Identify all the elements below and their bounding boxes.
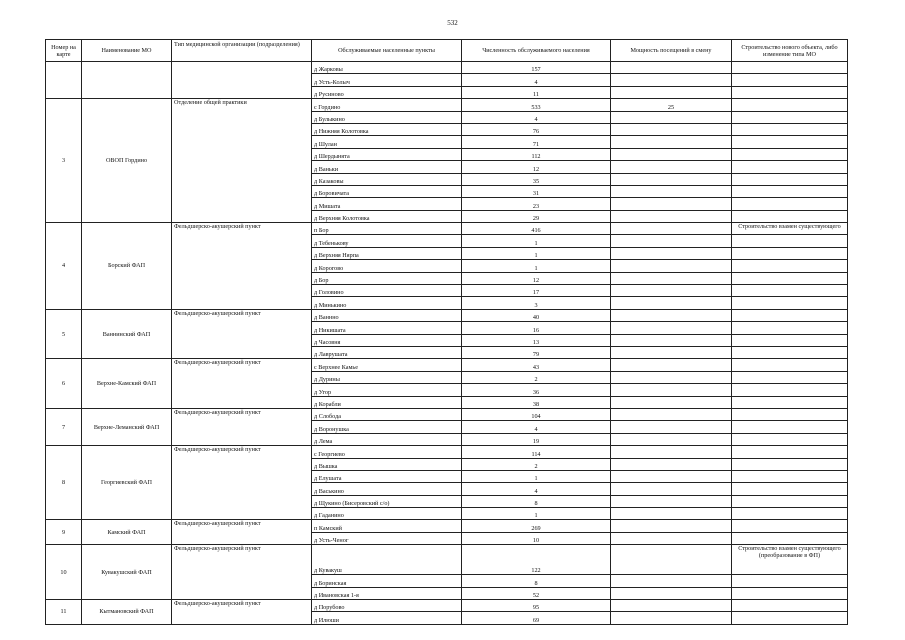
capacity-cell xyxy=(611,297,732,309)
map-number-cell: 8 xyxy=(46,446,82,520)
place-cell: д Корабли xyxy=(312,396,462,408)
place-cell: д Головино xyxy=(312,285,462,297)
construction-cell xyxy=(732,520,848,532)
map-number-cell: 5 xyxy=(46,309,82,359)
construction-cell xyxy=(732,532,848,544)
map-number-cell: 6 xyxy=(46,359,82,409)
construction-cell xyxy=(732,408,848,420)
population-cell: 2 xyxy=(462,458,611,470)
capacity-cell xyxy=(611,111,732,123)
page-number: 532 xyxy=(447,19,458,27)
place-cell: д Гаданино xyxy=(312,508,462,520)
capacity-cell xyxy=(611,272,732,284)
table-row xyxy=(46,600,848,612)
construction-cell xyxy=(732,322,848,334)
population-cell: 69 xyxy=(462,612,611,624)
population-cell: 1 xyxy=(462,235,611,247)
capacity-cell xyxy=(611,396,732,408)
table-row xyxy=(46,223,848,235)
table-row xyxy=(46,309,848,321)
population-cell: 1 xyxy=(462,508,611,520)
capacity-cell xyxy=(611,210,732,222)
population-cell: 95 xyxy=(462,600,611,612)
construction-cell xyxy=(732,260,848,272)
construction-cell xyxy=(732,446,848,458)
capacity-cell xyxy=(611,587,732,599)
capacity-cell xyxy=(611,346,732,358)
org-type-cell: Фельдшерско-акушерский пункт xyxy=(172,446,312,520)
mo-name-cell: Ваннинский ФАП xyxy=(82,309,172,359)
construction-cell xyxy=(732,235,848,247)
place-cell: д Верхняя Колотовка xyxy=(312,210,462,222)
org-type-cell: Фельдшерско-акушерский пункт xyxy=(172,600,312,625)
place-cell: д Часовня xyxy=(312,334,462,346)
header-org-type: Тип медицинской организации (подразделения) xyxy=(172,40,312,62)
facilities-table xyxy=(45,39,848,625)
population-cell: 38 xyxy=(462,396,611,408)
place-cell: д Елушата xyxy=(312,470,462,482)
construction-cell xyxy=(732,495,848,507)
construction-cell xyxy=(732,433,848,445)
construction-cell xyxy=(732,161,848,173)
capacity-cell xyxy=(611,285,732,297)
construction-cell xyxy=(732,309,848,321)
construction-cell xyxy=(732,136,848,148)
capacity-cell xyxy=(611,185,732,197)
construction-cell xyxy=(732,62,848,74)
population-cell: 1 xyxy=(462,470,611,482)
population-cell: 157 xyxy=(462,62,611,74)
place-cell: д Бор xyxy=(312,272,462,284)
capacity-cell xyxy=(611,74,732,86)
population-cell: 36 xyxy=(462,384,611,396)
capacity-cell xyxy=(611,600,732,612)
construction-cell xyxy=(732,421,848,433)
mo-name-cell: Борский ФАП xyxy=(82,223,172,310)
org-type-cell: Отделение общей практики xyxy=(172,99,312,223)
construction-cell xyxy=(732,86,848,98)
construction-cell: Строительство взамен существующего (преобразование в ФП) xyxy=(732,545,848,575)
map-number-cell: 4 xyxy=(46,223,82,310)
population-cell: 12 xyxy=(462,272,611,284)
construction-cell xyxy=(732,371,848,383)
place-cell: д Шулан xyxy=(312,136,462,148)
mo-name-cell: Георгиевский ФАП xyxy=(82,446,172,520)
construction-cell xyxy=(732,210,848,222)
capacity-cell: 25 xyxy=(611,99,732,111)
population-cell: 8 xyxy=(462,495,611,507)
population-cell: 43 xyxy=(462,359,611,371)
population-cell: 269 xyxy=(462,520,611,532)
capacity-cell xyxy=(611,612,732,624)
population-cell: 29 xyxy=(462,210,611,222)
place-cell: д Воронушка xyxy=(312,421,462,433)
place-cell: д Лаврушата xyxy=(312,346,462,358)
capacity-cell xyxy=(611,458,732,470)
place-cell: д Слобода xyxy=(312,408,462,420)
population-cell: 11 xyxy=(462,86,611,98)
population-cell: 1 xyxy=(462,260,611,272)
population-cell: 31 xyxy=(462,185,611,197)
place-cell: д Шердынята xyxy=(312,148,462,160)
capacity-cell xyxy=(611,408,732,420)
capacity-cell xyxy=(611,247,732,259)
construction-cell xyxy=(732,612,848,624)
place-cell: д Тебенькову xyxy=(312,235,462,247)
capacity-cell xyxy=(611,575,732,587)
capacity-cell xyxy=(611,359,732,371)
table-row xyxy=(46,446,848,458)
table-row xyxy=(46,520,848,532)
construction-cell xyxy=(732,123,848,135)
mo-name-cell: Кувакушский ФАП xyxy=(82,545,172,600)
place-cell: д Казаковы xyxy=(312,173,462,185)
table-row xyxy=(46,408,848,420)
capacity-cell xyxy=(611,223,732,235)
place-cell: д Усть-Ченог xyxy=(312,532,462,544)
place-cell: д Ваньки xyxy=(312,161,462,173)
capacity-cell xyxy=(611,235,732,247)
place-cell: д Угор xyxy=(312,384,462,396)
table-body xyxy=(46,62,848,625)
capacity-cell xyxy=(611,545,732,575)
map-number-cell: 3 xyxy=(46,99,82,223)
capacity-cell xyxy=(611,334,732,346)
capacity-cell xyxy=(611,446,732,458)
construction-cell xyxy=(732,148,848,160)
place-cell: д Порубово xyxy=(312,600,462,612)
population-cell: 533 xyxy=(462,99,611,111)
table-row xyxy=(46,62,848,74)
place-cell: д Усть-Колыч xyxy=(312,74,462,86)
org-type-cell: Фельдшерско-акушерский пункт xyxy=(172,520,312,545)
construction-cell xyxy=(732,74,848,86)
population-cell: 122 xyxy=(462,545,611,575)
construction-cell: Строительство взамен существующего xyxy=(732,223,848,235)
construction-cell xyxy=(732,99,848,111)
population-cell: 76 xyxy=(462,123,611,135)
place-cell: с Гордино xyxy=(312,99,462,111)
population-cell: 4 xyxy=(462,421,611,433)
population-cell: 35 xyxy=(462,173,611,185)
capacity-cell xyxy=(611,62,732,74)
org-type-cell: Фельдшерско-акушерский пункт xyxy=(172,223,312,310)
org-type-cell: Фельдшерско-акушерский пункт xyxy=(172,309,312,359)
capacity-cell xyxy=(611,148,732,160)
construction-cell xyxy=(732,272,848,284)
population-cell: 23 xyxy=(462,198,611,210)
population-cell: 112 xyxy=(462,148,611,160)
table-row xyxy=(46,545,848,575)
population-cell: 114 xyxy=(462,446,611,458)
place-cell: д Мишата xyxy=(312,198,462,210)
mo-name-cell: Камский ФАП xyxy=(82,520,172,545)
capacity-cell xyxy=(611,198,732,210)
header-num: Номер на карте xyxy=(46,40,82,62)
table-header-row xyxy=(46,40,848,62)
capacity-cell xyxy=(611,508,732,520)
mo-name-cell: ОВОП Гордино xyxy=(82,99,172,223)
map-number-cell xyxy=(46,62,82,99)
construction-cell xyxy=(732,111,848,123)
place-cell: д Вышка xyxy=(312,458,462,470)
construction-cell xyxy=(732,247,848,259)
map-number-cell: 10 xyxy=(46,545,82,600)
place-cell: д Илюши xyxy=(312,612,462,624)
construction-cell xyxy=(732,587,848,599)
construction-cell xyxy=(732,334,848,346)
population-cell: 12 xyxy=(462,161,611,173)
construction-cell xyxy=(732,185,848,197)
construction-cell xyxy=(732,346,848,358)
map-number-cell: 11 xyxy=(46,600,82,625)
construction-cell xyxy=(732,575,848,587)
map-number-cell: 7 xyxy=(46,408,82,445)
header-capacity: Мощность посещений в смену xyxy=(611,40,732,62)
population-cell: 71 xyxy=(462,136,611,148)
place-cell: с Верхнее Камье xyxy=(312,359,462,371)
place-cell: д Боринская xyxy=(312,575,462,587)
header-construction: Строительство нового объекта, либо изменение типа МО xyxy=(732,40,848,62)
place-cell: д Жарковы xyxy=(312,62,462,74)
capacity-cell xyxy=(611,532,732,544)
capacity-cell xyxy=(611,173,732,185)
map-number-cell: 9 xyxy=(46,520,82,545)
capacity-cell xyxy=(611,371,732,383)
population-cell: 8 xyxy=(462,575,611,587)
population-cell: 4 xyxy=(462,111,611,123)
place-cell: д Щукино (Бисеровский с/о) xyxy=(312,495,462,507)
population-cell: 4 xyxy=(462,74,611,86)
population-cell: 13 xyxy=(462,334,611,346)
place-cell: д Никишата xyxy=(312,322,462,334)
population-cell: 40 xyxy=(462,309,611,321)
place-cell: д Боровичата xyxy=(312,185,462,197)
org-type-cell: Фельдшерско-акушерский пункт xyxy=(172,408,312,445)
capacity-cell xyxy=(611,483,732,495)
place-cell: п Камский xyxy=(312,520,462,532)
table-row xyxy=(46,99,848,111)
capacity-cell xyxy=(611,309,732,321)
construction-cell xyxy=(732,198,848,210)
capacity-cell xyxy=(611,260,732,272)
place-cell: д Корогово xyxy=(312,260,462,272)
place-cell: д Дурины xyxy=(312,371,462,383)
table-row xyxy=(46,359,848,371)
construction-cell xyxy=(732,173,848,185)
place-cell: д Ивановская 1-я xyxy=(312,587,462,599)
construction-cell xyxy=(732,600,848,612)
population-cell: 3 xyxy=(462,297,611,309)
place-cell: д Булыкино xyxy=(312,111,462,123)
construction-cell xyxy=(732,285,848,297)
place-cell: д Верхняя Нярпа xyxy=(312,247,462,259)
place-cell: д Ваннно xyxy=(312,309,462,321)
capacity-cell xyxy=(611,136,732,148)
capacity-cell xyxy=(611,123,732,135)
place-cell: п Бор xyxy=(312,223,462,235)
population-cell: 2 xyxy=(462,371,611,383)
population-cell: 1 xyxy=(462,247,611,259)
place-cell: с Георгиево xyxy=(312,446,462,458)
org-type-cell: Фельдшерско-акушерский пункт xyxy=(172,545,312,600)
mo-name-cell xyxy=(82,62,172,99)
construction-cell xyxy=(732,396,848,408)
capacity-cell xyxy=(611,86,732,98)
construction-cell xyxy=(732,470,848,482)
capacity-cell xyxy=(611,322,732,334)
population-cell: 4 xyxy=(462,483,611,495)
org-type-cell xyxy=(172,62,312,99)
population-cell: 16 xyxy=(462,322,611,334)
place-cell: д Васькино xyxy=(312,483,462,495)
capacity-cell xyxy=(611,384,732,396)
place-cell: д Лема xyxy=(312,433,462,445)
population-cell: 10 xyxy=(462,532,611,544)
header-mo-name: Наименование МО xyxy=(82,40,172,62)
construction-cell xyxy=(732,297,848,309)
population-cell: 52 xyxy=(462,587,611,599)
capacity-cell xyxy=(611,433,732,445)
capacity-cell xyxy=(611,495,732,507)
place-cell: д Кувакуш xyxy=(312,545,462,575)
place-cell: д Нижняя Колотовка xyxy=(312,123,462,135)
construction-cell xyxy=(732,359,848,371)
population-cell: 17 xyxy=(462,285,611,297)
place-cell: д Минькино xyxy=(312,297,462,309)
mo-name-cell: Верхне-Леманский ФАП xyxy=(82,408,172,445)
population-cell: 104 xyxy=(462,408,611,420)
capacity-cell xyxy=(611,161,732,173)
population-cell: 79 xyxy=(462,346,611,358)
header-population: Численность обслуживаемого населения xyxy=(462,40,611,62)
place-cell: д Русиново xyxy=(312,86,462,98)
construction-cell xyxy=(732,384,848,396)
capacity-cell xyxy=(611,470,732,482)
construction-cell xyxy=(732,483,848,495)
mo-name-cell: Верхне-Камский ФАП xyxy=(82,359,172,409)
capacity-cell xyxy=(611,520,732,532)
population-cell: 416 xyxy=(462,223,611,235)
org-type-cell: Фельдшерско-акушерский пункт xyxy=(172,359,312,409)
mo-name-cell: Кытмановский ФАП xyxy=(82,600,172,625)
construction-cell xyxy=(732,508,848,520)
header-places: Обслуживаемые населенные пункты xyxy=(312,40,462,62)
construction-cell xyxy=(732,458,848,470)
capacity-cell xyxy=(611,421,732,433)
population-cell: 19 xyxy=(462,433,611,445)
